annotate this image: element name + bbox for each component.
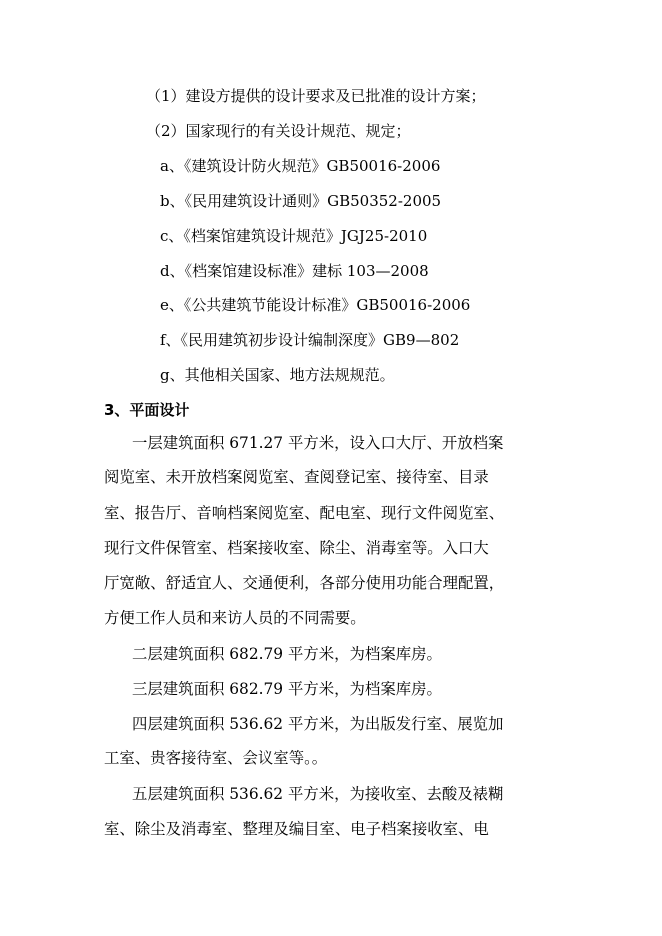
basis-item-b: b、《民用建筑设计通则》GB50352-2005 bbox=[160, 192, 442, 210]
basis-item-1: （1）建设方提供的设计要求及已批准的设计方案； bbox=[146, 87, 486, 105]
floor1-line-5: 厅宽敞、舒适宜人、交通便利，各部分使用功能合理配置， bbox=[104, 574, 505, 592]
basis-item-f: f、《民用建筑初步设计编制深度》GB9—802 bbox=[160, 331, 460, 349]
floor4-line-1: 四层建筑面积 536.62 平方米，为出版发行室、展览加 bbox=[132, 715, 504, 733]
basis-item-2: （2）国家现行的有关设计规范、规定； bbox=[146, 122, 411, 140]
floor5-line-1: 五层建筑面积 536.62 平方米，为接收室、去酸及裱糊 bbox=[132, 785, 504, 803]
floor5-line-2: 室、除尘及消毒室、整理及编目室、电子档案接收室、电 bbox=[104, 820, 489, 838]
floor1-line-6: 方便工作人员和来访人员的不同需要。 bbox=[104, 609, 366, 627]
basis-item-d: d、《档案馆建设标准》建标 103—2008 bbox=[160, 262, 429, 280]
basis-item-g: g、其他相关国家、地方法规规范。 bbox=[160, 366, 395, 384]
floor4-line-2: 工室、贵客接待室、会议室等。。 bbox=[104, 749, 328, 767]
floor1-line-2: 阅览室、未开放档案阅览室、查阅登记室、接待室、目录 bbox=[104, 468, 489, 486]
basis-item-e: e、《公共建筑节能设计标准》GB50016-2006 bbox=[160, 296, 471, 314]
basis-item-c: c、《档案馆建筑设计规范》JGJ25-2010 bbox=[160, 227, 428, 245]
floor1-line-3: 室、报告厅、音响档案阅览室、配电室、现行文件阅览室、 bbox=[104, 504, 505, 522]
section-heading: 3、平面设计 bbox=[104, 401, 190, 419]
floor2-line: 二层建筑面积 682.79 平方米，为档案库房。 bbox=[132, 645, 442, 663]
floor1-line-4: 现行文件保管室、档案接收室、除尘、消毒室等。入口大 bbox=[104, 539, 489, 557]
floor3-line: 三层建筑面积 682.79 平方米，为档案库房。 bbox=[132, 680, 442, 698]
basis-item-a: a、《建筑设计防火规范》GB50016-2006 bbox=[160, 157, 441, 175]
floor1-line-1: 一层建筑面积 671.27 平方米，设入口大厅、开放档案 bbox=[132, 434, 504, 452]
